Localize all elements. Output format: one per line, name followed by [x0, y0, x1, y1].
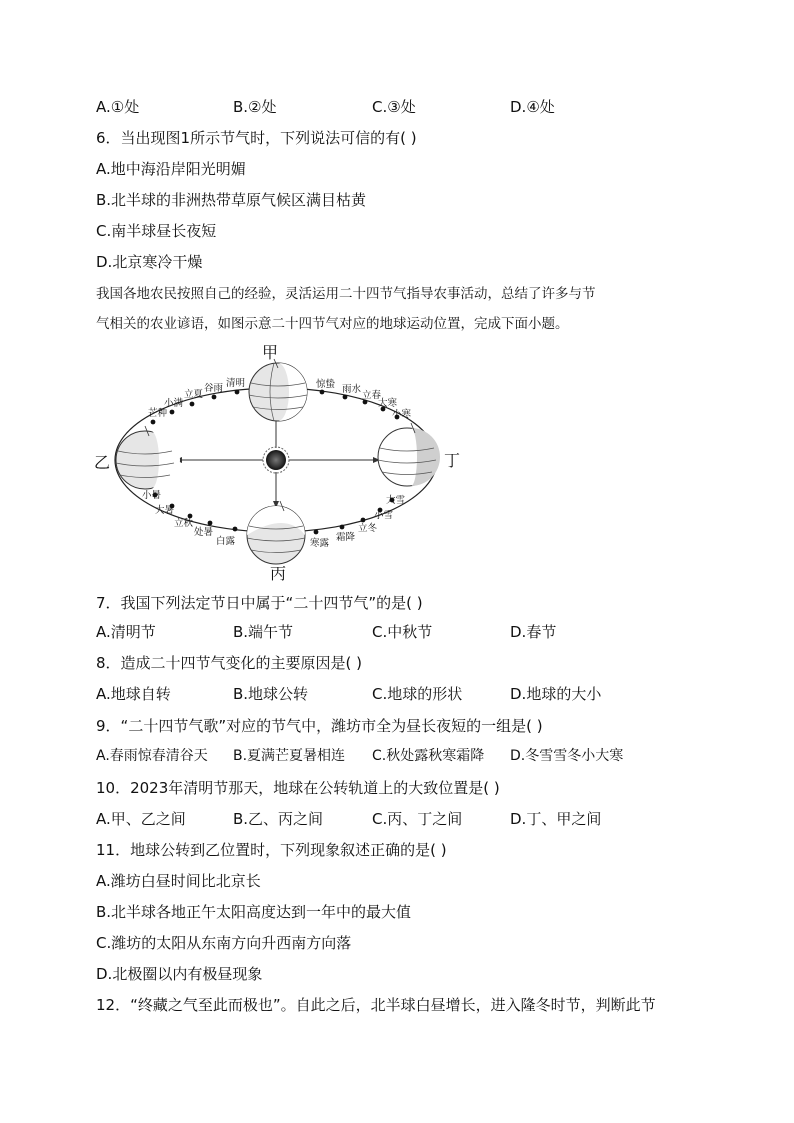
term-label: 大暑	[155, 505, 175, 516]
q11-option-a[interactable]: A.潍坊白昼时间比北京长	[96, 872, 261, 890]
q9-option-d[interactable]: D.冬雪雪冬小大寒	[510, 748, 624, 764]
intro-line-2: 气相关的农业谚语，如图示意二十四节气对应的地球运动位置，完成下面小题。	[96, 316, 569, 332]
q9-option-b[interactable]: B.夏满芒夏暑相连	[233, 748, 346, 764]
q11-option-b[interactable]: B.北半球各地正午太阳高度达到一年中的最大值	[96, 903, 412, 921]
sun-icon	[263, 447, 289, 473]
position-label-jia: 甲	[262, 343, 279, 362]
q10-option-a[interactable]: A.甲、乙之间	[96, 810, 186, 828]
earth-position-bing	[247, 501, 305, 564]
q10-stem: 10．2023年清明节那天，地球在公转轨道上的大致位置是( )	[96, 779, 500, 797]
term-label: 谷雨	[204, 383, 224, 394]
q9-option-a[interactable]: A.春雨惊春清谷天	[96, 748, 208, 764]
q7-option-a[interactable]: A.清明节	[96, 623, 156, 641]
q9-stem: 9．“二十四节气歌”对应的节气中，潍坊市全为昼长夜短的一组是( )	[96, 717, 543, 735]
q8-option-c[interactable]: C.地球的形状	[372, 685, 463, 703]
q6-option-d[interactable]: D.北京寒冷干燥	[96, 253, 203, 271]
term-label: 小满	[164, 398, 184, 409]
q6-option-b[interactable]: B.北半球的非洲热带草原气候区满目枯黄	[96, 191, 367, 209]
term-label: 立秋	[174, 518, 194, 529]
q8-option-a[interactable]: A.地球自转	[96, 685, 171, 703]
term-label: 清明	[226, 378, 246, 389]
q6-option-a[interactable]: A.地中海沿岸阳光明媚	[96, 160, 246, 178]
q11-option-d[interactable]: D.北极圈以内有极昼现象	[96, 965, 263, 983]
earth-position-ding	[378, 423, 440, 486]
q11-stem: 11．地球公转到乙位置时，下列现象叙述正确的是( )	[96, 841, 447, 859]
q5-option-d[interactable]: D.④处	[510, 98, 555, 116]
q5-option-c[interactable]: C.③处	[372, 98, 416, 116]
solar-terms-orbit-diagram	[90, 340, 470, 585]
position-label-bing: 丙	[270, 564, 287, 583]
q5-option-a[interactable]: A.①处	[96, 98, 140, 116]
earth-position-jia	[249, 359, 307, 421]
q8-option-b[interactable]: B.地球公转	[233, 685, 309, 703]
q9-option-c[interactable]: C.秋处露秋寒霜降	[372, 748, 485, 764]
term-label: 芒种	[148, 408, 168, 419]
q7-option-d[interactable]: D.春节	[510, 623, 557, 641]
q8-stem: 8．造成二十四节气变化的主要原因是( )	[96, 654, 363, 672]
position-label-yi: 乙	[94, 453, 111, 472]
q7-stem: 7．我国下列法定节日中属于“二十四节气”的是( )	[96, 594, 423, 612]
q6-stem: 6．当出现图1所示节气时，下列说法可信的有( )	[96, 129, 417, 147]
earth-position-yi	[116, 426, 180, 489]
term-label: 大雪	[386, 495, 406, 506]
term-label: 立春	[362, 390, 382, 401]
q7-option-c[interactable]: C.中秋节	[372, 623, 433, 641]
q6-option-c[interactable]: C.南半球昼长夜短	[96, 222, 217, 240]
term-label: 立冬	[358, 523, 378, 534]
term-label: 立夏	[184, 389, 204, 400]
term-label: 小暑	[142, 490, 162, 501]
q10-option-c[interactable]: C.丙、丁之间	[372, 810, 463, 828]
intro-line-1: 我国各地农民按照自己的经验，灵活运用二十四节气指导农事活动，总结了许多与节	[96, 286, 596, 302]
q7-option-b[interactable]: B.端午节	[233, 623, 294, 641]
q11-option-c[interactable]: C.潍坊的太阳从东南方向升西南方向落	[96, 934, 352, 952]
term-label: 寒露	[310, 538, 330, 549]
term-label: 白露	[216, 536, 236, 547]
q10-option-b[interactable]: B.乙、丙之间	[233, 810, 324, 828]
term-label: 大寒	[378, 398, 398, 409]
term-label: 惊蛰	[316, 379, 336, 390]
q8-option-d[interactable]: D.地球的大小	[510, 685, 602, 703]
q10-option-d[interactable]: D.丁、甲之间	[510, 810, 602, 828]
q12-stem: 12．“终藏之气至此而极也”。自此之后，北半球白昼增长，进入隆冬时节，判断此节	[96, 996, 656, 1014]
q5-option-b[interactable]: B.②处	[233, 98, 277, 116]
term-label: 雨水	[342, 384, 362, 395]
term-label: 处暑	[194, 527, 214, 538]
term-label: 小寒	[392, 409, 412, 420]
term-label: 小雪	[374, 510, 394, 521]
term-label: 霜降	[336, 532, 356, 543]
position-label-ding: 丁	[444, 451, 461, 470]
